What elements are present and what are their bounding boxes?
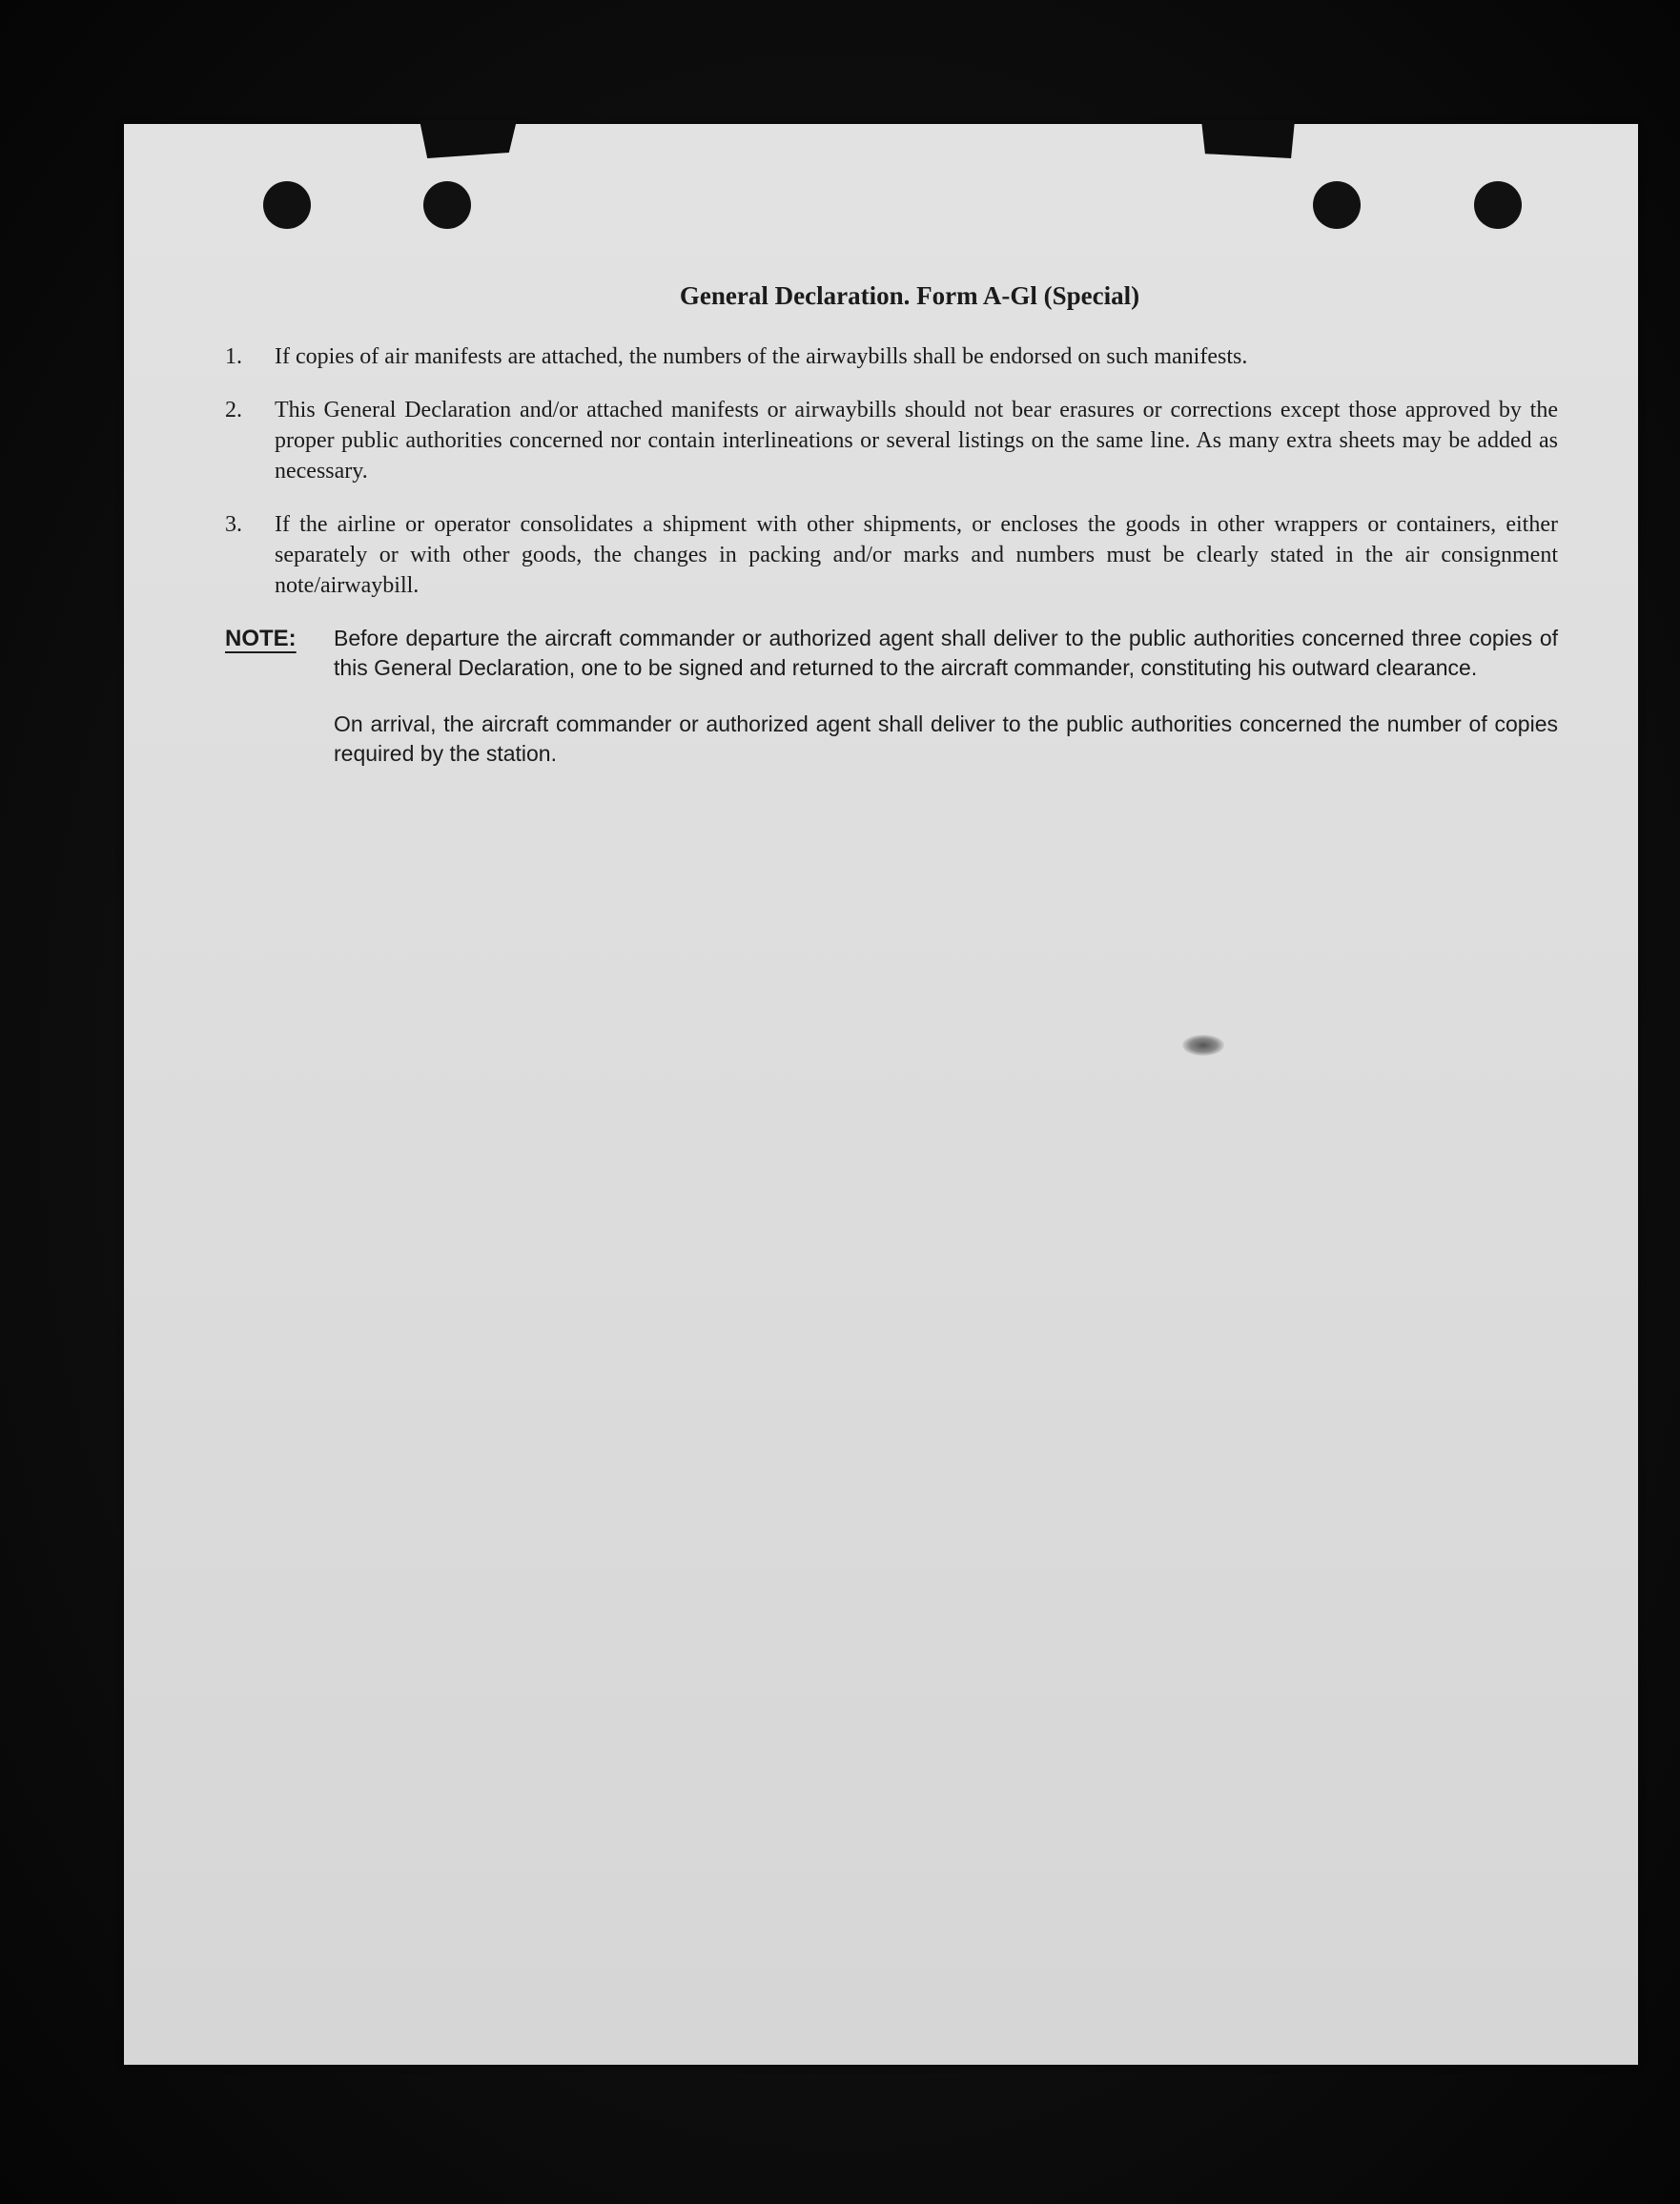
document-page (124, 124, 1638, 2065)
note-section (223, 624, 1558, 795)
list-item (223, 341, 1558, 372)
note-paragraph: Before departure the aircraft commander or authorized agent shall deliver to the public authorities concerned three copies of this General Declaration, one to be signed and returned to the aircraft commander, constituting his outward clearance. (334, 626, 1558, 680)
binder-tab-left (420, 120, 517, 158)
punch-hole-3 (1313, 181, 1361, 229)
list-item (223, 509, 1558, 601)
note-body (334, 624, 1558, 795)
item-number: 1. (225, 344, 242, 369)
item-number: 3. (225, 512, 242, 537)
note-paragraph: On arrival, the aircraft commander or authorized agent shall deliver to the public authorities concerned the number of copies required by the station. (334, 711, 1558, 766)
punch-hole-4 (1474, 181, 1522, 229)
punch-hole-2 (423, 181, 471, 229)
ink-smudge (1182, 1035, 1224, 1056)
item-text: If the airline or operator consolidates a shipment with other shipments, or encloses the goods in other wrappers or containers, either separately or with other goods, the changes in packing and/or marks and numbers must be clearly stated in the air consignment note/airwaybill. (275, 512, 1558, 598)
punch-hole-1 (263, 181, 311, 229)
list-item (223, 395, 1558, 486)
item-text: This General Declaration and/or attached manifests or airwaybills should not bear erasures or corrections except those approved by the proper public authorities concerned nor contain interlineations or several listings on the same line. As many extra sheets may be added as necessary. (275, 398, 1558, 484)
page-title: General Declaration. Form A-Gl (Special) (679, 281, 1140, 310)
binder-tab-right (1201, 120, 1295, 158)
item-number: 2. (225, 398, 242, 422)
note-label: NOTE: (225, 626, 297, 651)
item-text: If copies of air manifests are attached, the numbers of the airwaybills shall be endorsed on such manifests. (275, 344, 1248, 369)
document-content (223, 278, 1558, 795)
